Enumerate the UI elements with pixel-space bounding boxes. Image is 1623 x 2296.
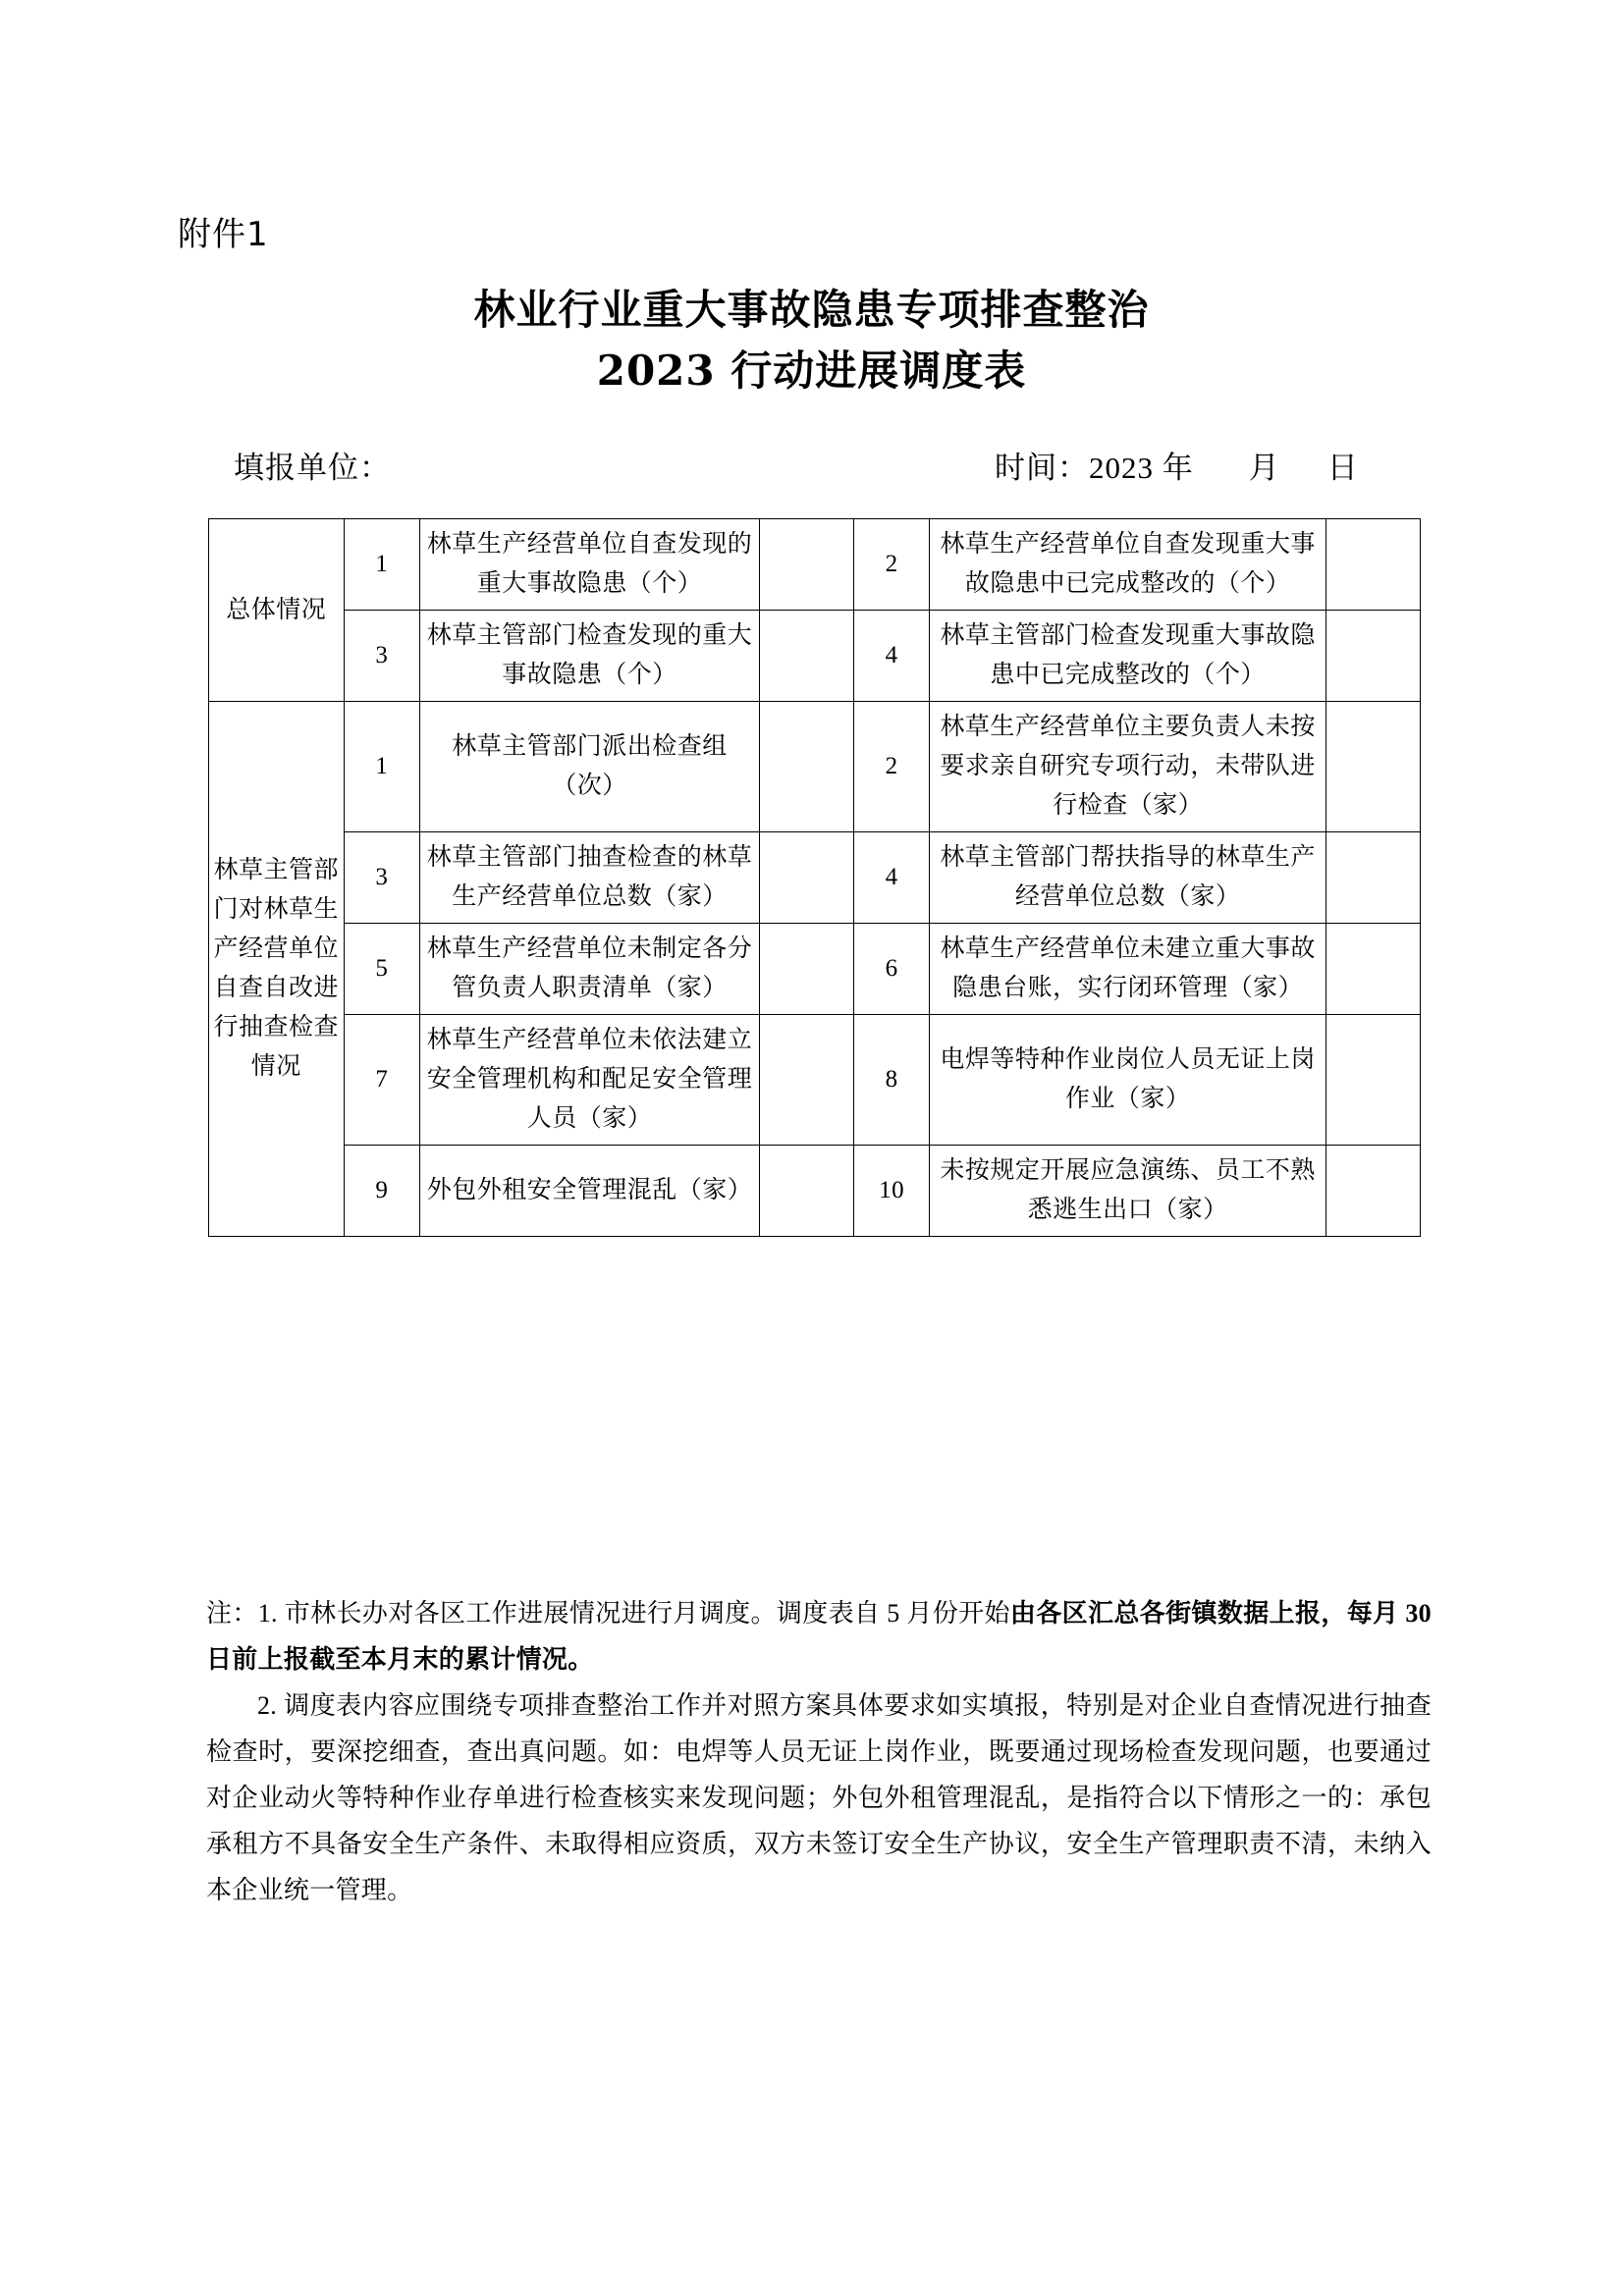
row-value-input[interactable] <box>1325 702 1420 832</box>
row-number: 3 <box>344 611 419 702</box>
row-value-input[interactable] <box>1325 1015 1420 1146</box>
table-row <box>209 1146 1421 1237</box>
row-item-label: 外包外租安全管理混乱（家） <box>420 1146 760 1237</box>
row-number: 1 <box>344 519 419 611</box>
row-item-label: 林草生产经营单位未制定各分管负责人职责清单（家） <box>420 924 760 1015</box>
row-number: 1 <box>344 702 419 832</box>
row-value-input[interactable] <box>759 1146 853 1237</box>
time-day: 日 <box>1326 451 1359 485</box>
note-1 <box>206 1590 1432 1682</box>
table-row <box>209 611 1421 702</box>
category-label-inspection: 林草主管部门对林草生产经营单位自查自改进行抽查检查情况 <box>209 702 345 1237</box>
row-number: 9 <box>344 1146 419 1237</box>
row-number: 4 <box>853 611 929 702</box>
notes-section <box>206 1590 1432 1913</box>
row-number: 3 <box>344 832 419 924</box>
row-value-input[interactable] <box>759 1015 853 1146</box>
note-1-bold-text: 由各区汇总各街镇数据上报，每月 30 日前上报截至本月末的累计情况。 <box>206 1599 1432 1674</box>
schedule-table <box>208 518 1421 1237</box>
reporting-unit-label: 填报单位： <box>234 451 391 485</box>
row-number: 2 <box>853 702 929 832</box>
row-number: 5 <box>344 924 419 1015</box>
row-item-label: 林草主管部门检查发现的重大事故隐患（个） <box>420 611 760 702</box>
row-number: 7 <box>344 1015 419 1146</box>
row-value-input[interactable] <box>1325 924 1420 1015</box>
row-value-input[interactable] <box>1325 519 1420 611</box>
meta-row <box>0 447 1623 490</box>
row-value-input[interactable] <box>759 832 853 924</box>
time-field <box>995 447 1359 490</box>
row-item-label: 电焊等特种作业岗位人员无证上岗作业（家） <box>930 1015 1326 1146</box>
row-number: 8 <box>853 1015 929 1146</box>
page-title <box>0 280 1623 401</box>
row-value-input[interactable] <box>759 519 853 611</box>
category-label-overall: 总体情况 <box>209 519 345 702</box>
time-label: 时间： <box>995 451 1089 485</box>
time-month: 月 <box>1248 451 1280 485</box>
row-item-label: 未按规定开展应急演练、员工不熟悉逃生出口（家） <box>930 1146 1326 1237</box>
title-line-2: 2023 行动进展调度表 <box>596 347 1027 395</box>
row-value-input[interactable] <box>1325 832 1420 924</box>
note-2: 2. 调度表内容应围绕专项排查整治工作并对照方案具体要求如实填报，特别是对企业自查情况进行抽查检查时，要深挖细查，查出真问题。如：电焊等人员无证上岗作业，既要通过现场检查发现问题，也要通过对企业动火等特种作业存单进行检查核实来发现问题；外包外租管理混乱，是指符合以下情形之一的：承包承租方不具备安全生产条件、未取得相应资质，双方未签订安全生产协议，安全生产管理职责不清，未纳入本企业统一管理。 <box>206 1691 1432 1904</box>
row-number: 6 <box>853 924 929 1015</box>
row-number: 4 <box>853 832 929 924</box>
row-value-input[interactable] <box>759 611 853 702</box>
title-line-1: 林业行业重大事故隐患专项排查整治 <box>473 286 1150 334</box>
attachment-label: 附件1 <box>178 215 269 254</box>
row-item-label: 林草主管部门派出检查组（次） <box>420 702 760 832</box>
row-value-input[interactable] <box>1325 1146 1420 1237</box>
row-item-label: 林草生产经营单位自查发现的重大事故隐患（个） <box>420 519 760 611</box>
time-year: 2023 年 <box>1089 451 1194 485</box>
table-row <box>209 519 1421 611</box>
table-row <box>209 832 1421 924</box>
row-item-label: 林草主管部门检查发现重大事故隐患中已完成整改的（个） <box>930 611 1326 702</box>
row-item-label: 林草主管部门抽查检查的林草生产经营单位总数（家） <box>420 832 760 924</box>
table-row <box>209 702 1421 832</box>
row-item-label: 林草生产经营单位未依法建立安全管理机构和配足安全管理人员（家） <box>420 1015 760 1146</box>
table-row <box>209 1015 1421 1146</box>
row-item-label: 林草生产经营单位主要负责人未按要求亲自研究专项行动，未带队进行检查（家） <box>930 702 1326 832</box>
row-number: 10 <box>853 1146 929 1237</box>
table-row <box>209 924 1421 1015</box>
note-1-text: 注：1. 市林长办对各区工作进展情况进行月调度。调度表自 5 月份开始 <box>206 1599 1010 1628</box>
row-value-input[interactable] <box>759 924 853 1015</box>
row-value-input[interactable] <box>1325 611 1420 702</box>
row-item-label: 林草生产经营单位自查发现重大事故隐患中已完成整改的（个） <box>930 519 1326 611</box>
row-number: 2 <box>853 519 929 611</box>
row-item-label: 林草主管部门帮扶指导的林草生产经营单位总数（家） <box>930 832 1326 924</box>
row-value-input[interactable] <box>759 702 853 832</box>
row-item-label: 林草生产经营单位未建立重大事故隐患台账，实行闭环管理（家） <box>930 924 1326 1015</box>
